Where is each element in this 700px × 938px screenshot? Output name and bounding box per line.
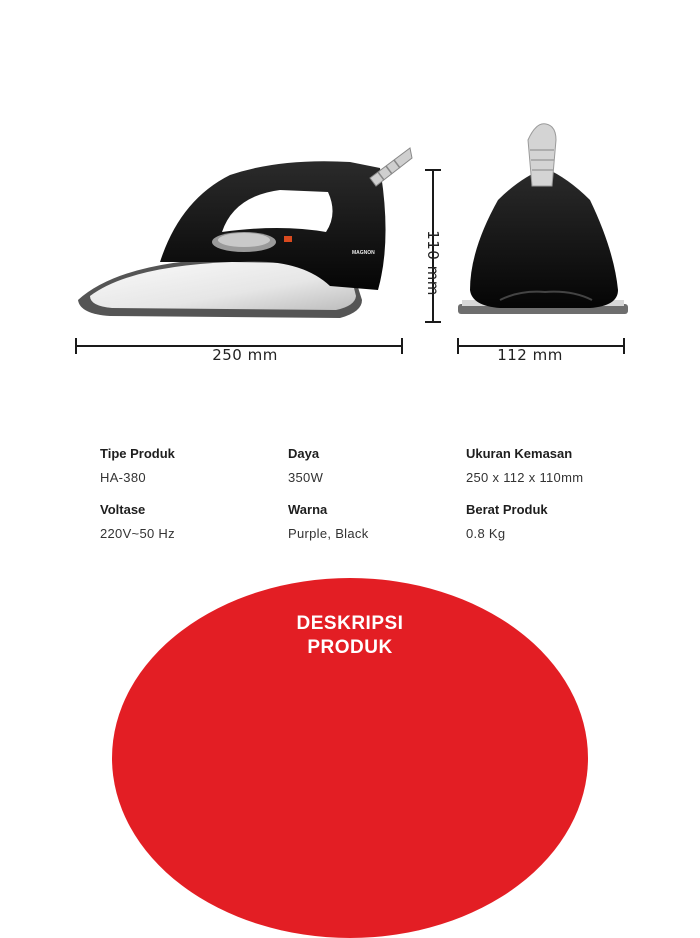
height-dimension-label: 110 mm bbox=[424, 230, 442, 296]
spec-label: Daya bbox=[288, 446, 320, 461]
spec-item-tipe-produk bbox=[100, 446, 270, 485]
deskripsi-produk-label[interactable] bbox=[250, 612, 450, 660]
product-illustration bbox=[0, 0, 700, 400]
brand-logo-text: MAGNON bbox=[352, 250, 375, 256]
spec-value: 220V~50 Hz bbox=[100, 526, 175, 541]
spec-value: 250 x 112 x 110mm bbox=[466, 470, 584, 485]
spec-value: 0.8 Kg bbox=[466, 526, 506, 541]
spec-label: Warna bbox=[288, 502, 328, 517]
spec-value: HA-380 bbox=[100, 470, 146, 485]
width-dimension-label: 250 mm bbox=[212, 346, 278, 364]
spec-value: 350W bbox=[288, 470, 324, 485]
spec-label: Berat Produk bbox=[466, 502, 548, 517]
spec-item-warna bbox=[288, 502, 458, 541]
spec-label: Ukuran Kemasan bbox=[466, 446, 573, 461]
spec-item-daya bbox=[288, 446, 458, 485]
spec-item-berat-produk bbox=[466, 502, 636, 541]
cta-line-1: DESKRIPSI bbox=[296, 613, 404, 634]
iron-side-view bbox=[78, 148, 412, 318]
spec-item-voltase bbox=[100, 502, 270, 541]
depth-dimension-label: 112 mm bbox=[497, 346, 563, 364]
iron-front-view bbox=[458, 124, 628, 314]
spec-item-ukuran-kemasan bbox=[466, 446, 636, 485]
cta-line-2: PRODUK bbox=[307, 637, 393, 658]
spec-value: Purple, Black bbox=[288, 526, 369, 541]
spec-label: Voltase bbox=[100, 502, 146, 517]
spec-label: Tipe Produk bbox=[100, 446, 175, 461]
